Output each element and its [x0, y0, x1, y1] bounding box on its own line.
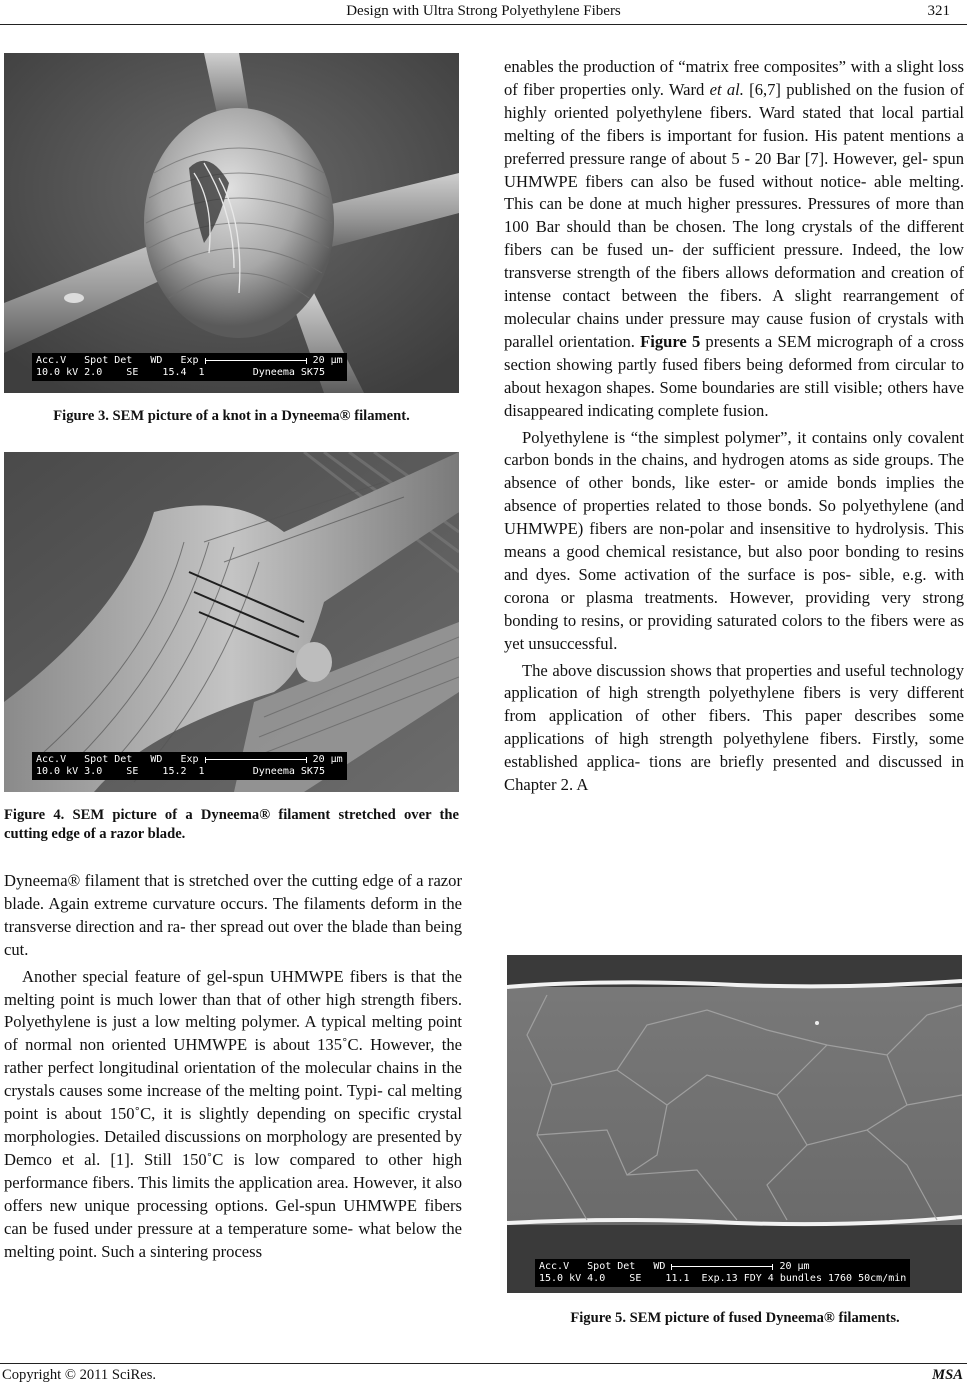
etal-italic: et al. — [709, 79, 744, 99]
figure-3-scale-bar: Acc.V Spot Det WD Exp 20 µm 10.0 kV 2.0 SE 15.4 1 Dyneema SK75 — [32, 353, 347, 381]
footer-rule — [0, 1363, 967, 1364]
figure-5-reference: Figure 5 — [640, 331, 701, 351]
paragraph: The above discussion shows that properties and useful technology application of high strength polyethylene fibers is very different from application of other fibers. This paper describes some applications of high strength polyethylene fibers. Firstly, some established applica- tions are briefly presented and discussed in Chapter 2. A — [504, 660, 964, 795]
right-column-text — [504, 56, 964, 797]
figure-3-caption: Figure 3. SEM picture of a knot in a Dyneema® filament. — [53, 408, 410, 424]
figure-4-caption: Figure 4. SEM picture of a Dyneema® filament stretched over the cutting edge of a razor blade. — [4, 807, 459, 842]
figure-3-sem-illustration — [4, 53, 459, 393]
copyright-notice: Copyright © 2011 SciRes. — [2, 1367, 157, 1383]
figure-4-scale-bar: Acc.V Spot Det WD Exp 20 µm 10.0 kV 3.0 SE 15.2 1 Dyneema SK75 — [32, 752, 347, 780]
running-title: Design with Ultra Strong Polyethylene Fibers — [346, 3, 621, 19]
page-number: 321 — [927, 3, 950, 19]
paragraph: enables the production of “matrix free composites” with a slight loss of fiber properties only. Ward et al. [6,7] published on the fusion of highly oriented polyethylene fibers. Ward stated that local partial melting of the fibers is important for fusion. His patent mentions a preferred pressure range of about 5 - 20 Bar [7]. However, gel- spun UHMWPE fibers can also be fused without notice- able melting. This can be done at much higher pressures. Pressures of more than 100 Bar should than be chosen. The long crystals of the different fibers can be fused un- der sufficient pressure. Indeed, the low transverse strength of the fibers allows deformation and creation of intense contact between the fibers. A slight rearrangement of molecular chains under pressure may cause fusion of crystals with parallel orientation. Figure 5 presents a SEM micrograph of a cross section showing partly fused fibers being deformed from circular to about hexagon shapes. Some boundaries are still visible; others have disappeared indicating complete fusion. — [504, 57, 964, 420]
figure-5-scale-bar: Acc.V Spot Det WD 20 µm 15.0 kV 4.0 SE 11.1 Exp.13 FDY 4 bundles 1760 50cm/min — [535, 1259, 910, 1287]
paragraph: Polyethylene is “the simplest polymer”, it contains only covalent carbon bonds in the chains, and hydrogen atoms as side groups. The absence of other bonds, like ester- or amide bonds implies the absence of properties related to those bonds. So polyethylene (and UHMWPE) fibers are non-polar and insensitive to hydrolysis. This means a good chemical resistance, but also poor bonding to resins and dyes. Some activation of the surface is pos- sible, e.g. with corona or plasma treatments. However, providing very strong bonding to resins, or providing saturated colors to the fibers were as yet unsuccessful. — [504, 427, 964, 653]
figure-5-caption: Figure 5. SEM picture of fused Dyneema® filaments. — [570, 1310, 900, 1326]
figure-5-sem-illustration — [507, 955, 962, 1293]
header-rule — [0, 24, 967, 25]
figure-3-image — [4, 53, 459, 393]
figure-5-image — [507, 955, 962, 1293]
paragraph: Dyneema® filament that is stretched over the cutting edge of a razor blade. Again extreme curvature occurs. The filaments deform in the transverse direction and ra- ther spread out over the blade than being cut. — [4, 871, 462, 959]
journal-abbreviation: MSA — [932, 1367, 963, 1383]
figure-4-sem-illustration — [4, 452, 459, 792]
figure-4-image — [4, 452, 459, 792]
paragraph: Another special feature of gel-spun UHMWPE fibers is that the melting point is much lower than that of other high strength fibers. Polyethylene is just a low melting polymer. A typical melting point of normal non oriented UHMWPE is about 135˚C. However, the rather perfect longitudinal orientation of the molecular chains in the crystals causes some increase of the melting point. Typi- cal melting point is about 150˚C, it is slightly depending on specific crystal morphologies. Detailed discussions on morphology are presented by Demco et al. [1]. Still 150˚C is low compared to other high performance fibers. This limits the application area. However, it also offers new unique processing options. Gel-spun UHMWPE fibers can be fused under pressure at a temperature some- what below the melting point. Such a sintering process — [4, 966, 462, 1261]
left-column-text — [4, 870, 462, 1263]
